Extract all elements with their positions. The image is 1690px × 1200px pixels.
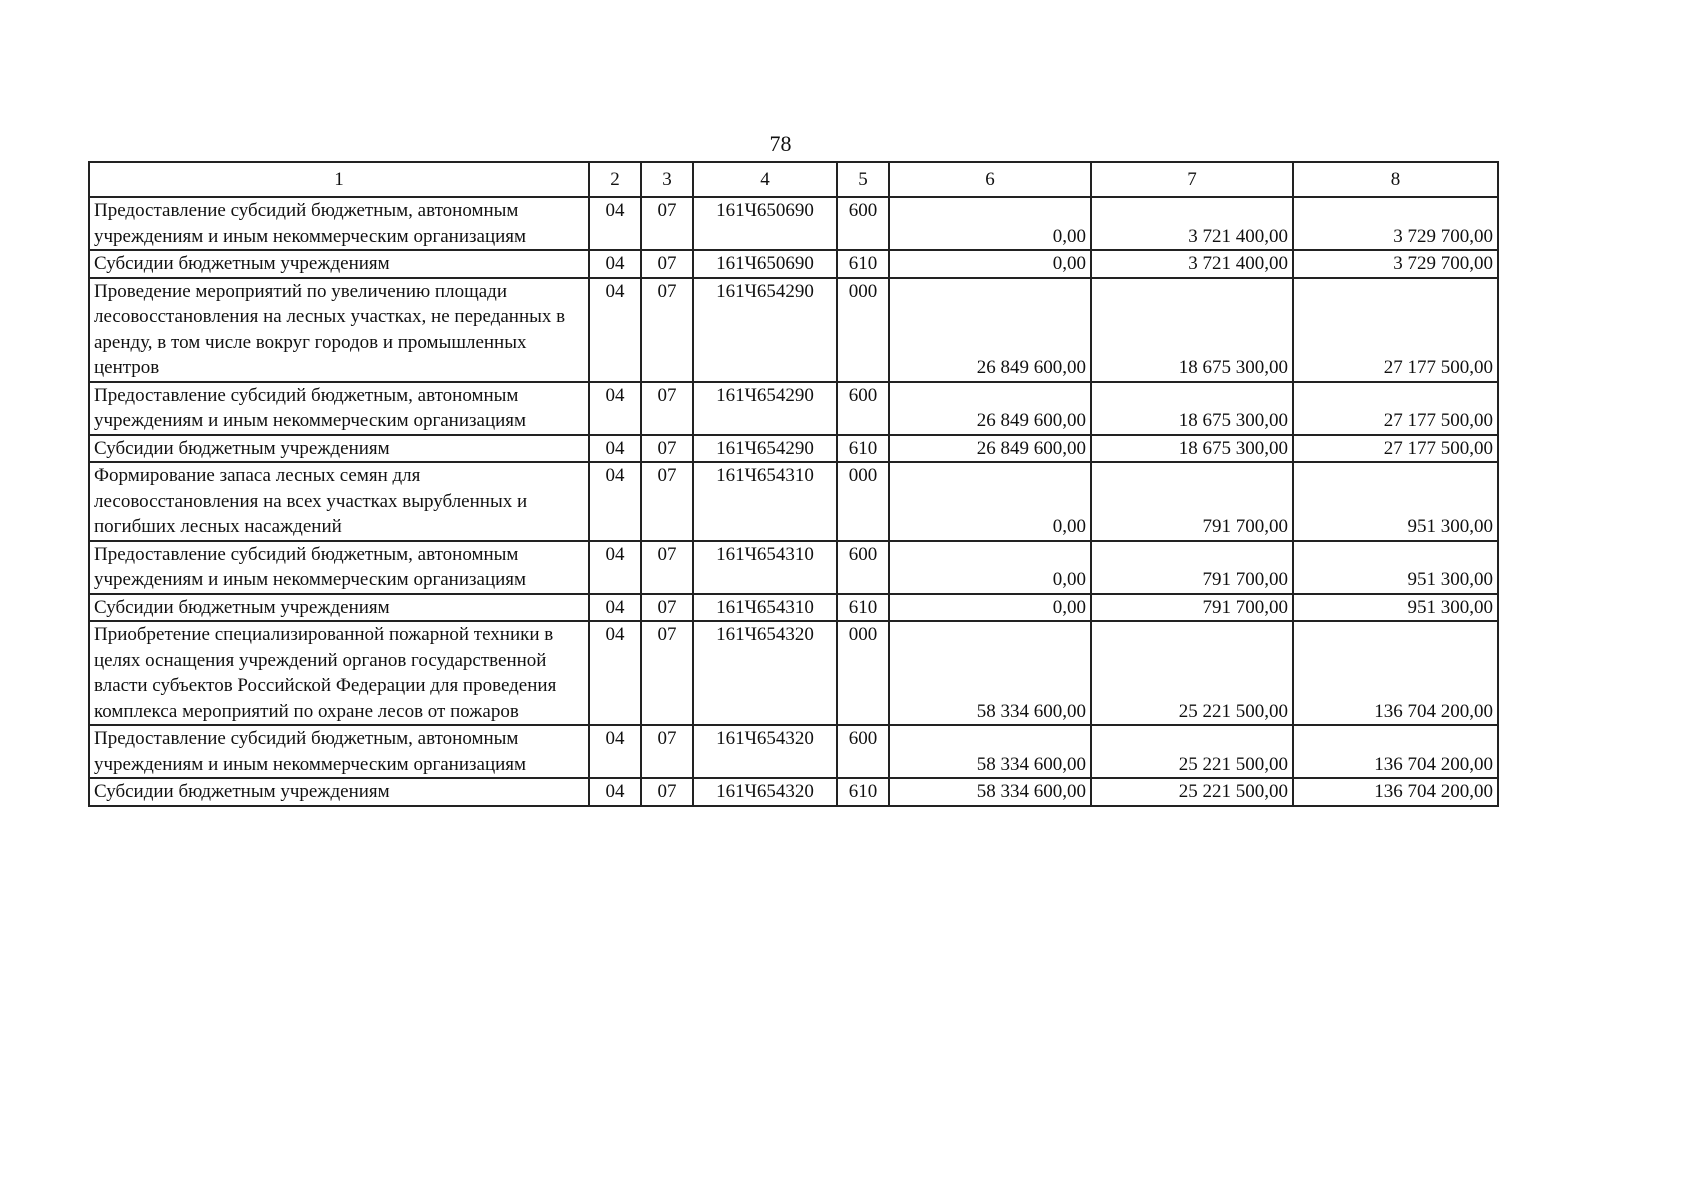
amount-col8-cell: 136 704 200,00 — [1293, 778, 1498, 806]
section-code-cell: 04 — [589, 197, 641, 250]
table-row — [89, 778, 1498, 806]
amount-col8-cell: 27 177 500,00 — [1293, 435, 1498, 463]
subsection-code-cell: 07 — [641, 725, 693, 778]
table-row — [89, 278, 1498, 382]
amount-col6-cell: 0,00 — [889, 197, 1091, 250]
expense-type-cell: 000 — [837, 621, 889, 725]
column-header: 7 — [1091, 162, 1293, 197]
amount-col6-cell: 0,00 — [889, 594, 1091, 622]
expense-type-cell: 600 — [837, 197, 889, 250]
row-name-cell: Предоставление субсидий бюджетным, автономным учреждениям и иным некоммерческим организациям — [89, 382, 589, 435]
table-row — [89, 621, 1498, 725]
section-code-cell: 04 — [589, 594, 641, 622]
section-code-cell: 04 — [589, 435, 641, 463]
amount-col7-cell: 25 221 500,00 — [1091, 778, 1293, 806]
expense-type-cell: 600 — [837, 725, 889, 778]
subsection-code-cell: 07 — [641, 278, 693, 382]
target-article-cell: 161Ч654320 — [693, 778, 837, 806]
expense-type-cell: 610 — [837, 435, 889, 463]
row-name-cell: Предоставление субсидий бюджетным, автономным учреждениям и иным некоммерческим организациям — [89, 197, 589, 250]
subsection-code-cell: 07 — [641, 435, 693, 463]
column-header: 4 — [693, 162, 837, 197]
section-code-cell: 04 — [589, 278, 641, 382]
row-name-cell: Предоставление субсидий бюджетным, автономным учреждениям и иным некоммерческим организациям — [89, 725, 589, 778]
target-article-cell: 161Ч654310 — [693, 594, 837, 622]
target-article-cell: 161Ч654290 — [693, 435, 837, 463]
amount-col7-cell: 18 675 300,00 — [1091, 435, 1293, 463]
amount-col7-cell: 25 221 500,00 — [1091, 725, 1293, 778]
row-name-cell: Субсидии бюджетным учреждениям — [89, 594, 589, 622]
expense-type-cell: 610 — [837, 778, 889, 806]
section-code-cell: 04 — [589, 541, 641, 594]
amount-col8-cell: 951 300,00 — [1293, 462, 1498, 541]
amount-col6-cell: 58 334 600,00 — [889, 778, 1091, 806]
section-code-cell: 04 — [589, 725, 641, 778]
expense-type-cell: 000 — [837, 462, 889, 541]
amount-col8-cell: 3 729 700,00 — [1293, 197, 1498, 250]
amount-col8-cell: 136 704 200,00 — [1293, 621, 1498, 725]
expense-type-cell: 600 — [837, 541, 889, 594]
row-name-cell: Субсидии бюджетным учреждениям — [89, 778, 589, 806]
row-name-cell: Предоставление субсидий бюджетным, автономным учреждениям и иным некоммерческим организациям — [89, 541, 589, 594]
amount-col6-cell: 26 849 600,00 — [889, 278, 1091, 382]
amount-col8-cell: 951 300,00 — [1293, 594, 1498, 622]
expense-type-cell: 610 — [837, 250, 889, 278]
subsection-code-cell: 07 — [641, 594, 693, 622]
amount-col7-cell: 791 700,00 — [1091, 541, 1293, 594]
amount-col8-cell: 27 177 500,00 — [1293, 382, 1498, 435]
target-article-cell: 161Ч654310 — [693, 541, 837, 594]
subsection-code-cell: 07 — [641, 621, 693, 725]
target-article-cell: 161Ч654320 — [693, 621, 837, 725]
table-row — [89, 541, 1498, 594]
table-row — [89, 462, 1498, 541]
column-header: 1 — [89, 162, 589, 197]
subsection-code-cell: 07 — [641, 462, 693, 541]
section-code-cell: 04 — [589, 778, 641, 806]
column-header: 2 — [589, 162, 641, 197]
section-code-cell: 04 — [589, 462, 641, 541]
table-row — [89, 725, 1498, 778]
subsection-code-cell: 07 — [641, 778, 693, 806]
amount-col7-cell: 3 721 400,00 — [1091, 197, 1293, 250]
amount-col6-cell: 0,00 — [889, 250, 1091, 278]
section-code-cell: 04 — [589, 250, 641, 278]
amount-col6-cell: 26 849 600,00 — [889, 435, 1091, 463]
target-article-cell: 161Ч654290 — [693, 278, 837, 382]
amount-col7-cell: 25 221 500,00 — [1091, 621, 1293, 725]
target-article-cell: 161Ч654290 — [693, 382, 837, 435]
expense-type-cell: 000 — [837, 278, 889, 382]
row-name-cell: Формирование запаса лесных семян для лесовосстановления на всех участках вырубленных и погибших лесных насаждений — [89, 462, 589, 541]
row-name-cell: Субсидии бюджетным учреждениям — [89, 250, 589, 278]
expense-type-cell: 600 — [837, 382, 889, 435]
table-row — [89, 382, 1498, 435]
amount-col7-cell: 3 721 400,00 — [1091, 250, 1293, 278]
subsection-code-cell: 07 — [641, 541, 693, 594]
table-row — [89, 250, 1498, 278]
table-row — [89, 197, 1498, 250]
column-header: 5 — [837, 162, 889, 197]
amount-col7-cell: 791 700,00 — [1091, 594, 1293, 622]
target-article-cell: 161Ч650690 — [693, 197, 837, 250]
budget-table — [88, 161, 1499, 807]
amount-col8-cell: 951 300,00 — [1293, 541, 1498, 594]
expense-type-cell: 610 — [837, 594, 889, 622]
column-header: 6 — [889, 162, 1091, 197]
column-header: 3 — [641, 162, 693, 197]
section-code-cell: 04 — [589, 621, 641, 725]
amount-col7-cell: 791 700,00 — [1091, 462, 1293, 541]
row-name-cell: Субсидии бюджетным учреждениям — [89, 435, 589, 463]
row-name-cell: Проведение мероприятий по увеличению площади лесовосстановления на лесных участках, не переданных в аренду, в том числе вокруг городов и промышленных центров — [89, 278, 589, 382]
target-article-cell: 161Ч654310 — [693, 462, 837, 541]
subsection-code-cell: 07 — [641, 197, 693, 250]
page-number: 78 — [769, 131, 792, 156]
amount-col7-cell: 18 675 300,00 — [1091, 278, 1293, 382]
table-row — [89, 435, 1498, 463]
subsection-code-cell: 07 — [641, 250, 693, 278]
subsection-code-cell: 07 — [641, 382, 693, 435]
amount-col8-cell: 27 177 500,00 — [1293, 278, 1498, 382]
target-article-cell: 161Ч654320 — [693, 725, 837, 778]
column-header: 8 — [1293, 162, 1498, 197]
amount-col8-cell: 136 704 200,00 — [1293, 725, 1498, 778]
amount-col6-cell: 0,00 — [889, 541, 1091, 594]
amount-col6-cell: 58 334 600,00 — [889, 621, 1091, 725]
amount-col7-cell: 18 675 300,00 — [1091, 382, 1293, 435]
row-name-cell: Приобретение специализированной пожарной техники в целях оснащения учреждений органов государственной власти субъектов Российской Федерации для проведения комплекса мероприятий по охране лесов от пожаров — [89, 621, 589, 725]
amount-col6-cell: 26 849 600,00 — [889, 382, 1091, 435]
table-header-row — [89, 162, 1498, 197]
amount-col8-cell: 3 729 700,00 — [1293, 250, 1498, 278]
amount-col6-cell: 0,00 — [889, 462, 1091, 541]
section-code-cell: 04 — [589, 382, 641, 435]
amount-col6-cell: 58 334 600,00 — [889, 725, 1091, 778]
target-article-cell: 161Ч650690 — [693, 250, 837, 278]
table-row — [89, 594, 1498, 622]
